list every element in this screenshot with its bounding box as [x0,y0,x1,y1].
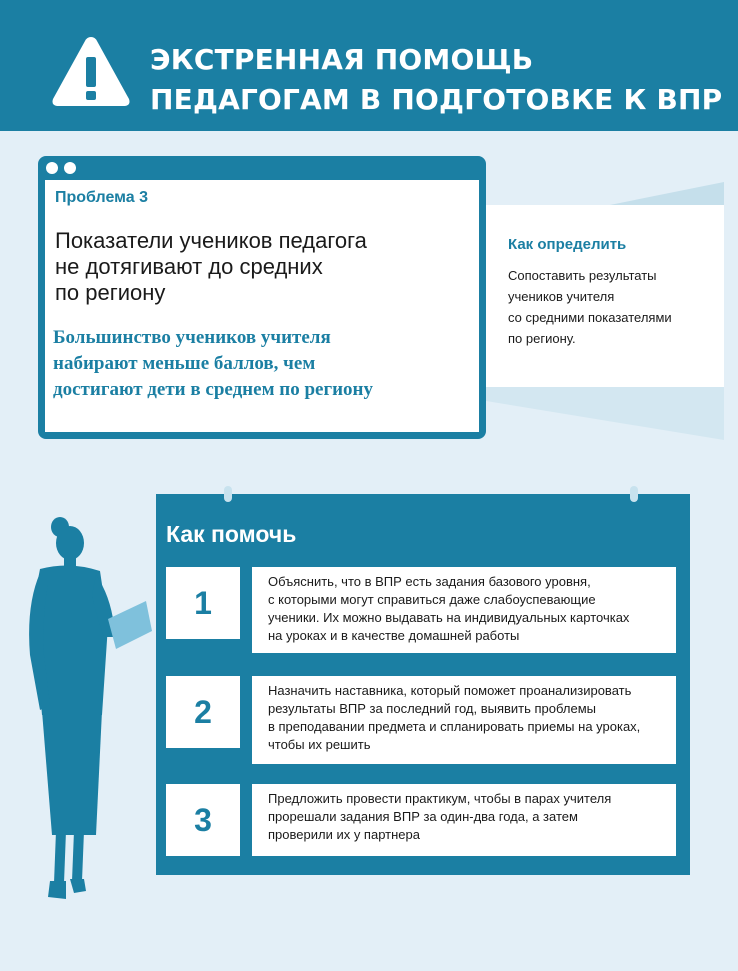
step-line: результаты ВПР за последний год, выявить проблемы [268,701,596,716]
help-board [156,494,690,875]
heading-line: Показатели учеников педагога [55,228,367,253]
board-pin [630,486,638,502]
step-line: Предложить провести практикум, чтобы в парах учителя [268,791,612,806]
teacher-silhouette [12,505,162,905]
step-line: Назначить наставника, который поможет проанализировать [268,683,632,698]
step-line: чтобы их решить [268,737,371,752]
step-number: 3 [166,784,240,856]
problem-window [38,156,486,439]
emphasis-line: достигают дети в среднем по региону [53,379,373,400]
heading-line: не дотягивают до средних [55,254,323,279]
detect-title: Как определить [508,236,627,253]
step-number: 2 [166,676,240,748]
title-line: ЭКСТРЕННАЯ ПОМОЩЬ [150,43,534,76]
heading-line: по региону [55,280,166,305]
exclamation-triangle-icon [50,33,132,109]
step-card [252,784,676,856]
detect-line: по региону. [508,331,576,346]
step-line: на уроках и в качестве домашней работы [268,628,520,643]
window-dot [46,162,58,174]
emphasis-line: Большинство учеников учителя [53,327,331,348]
title-line: ПЕДАГОГАМ В ПОДГОТОВКЕ К ВПР [150,83,723,116]
detect-line: Сопоставить результаты [508,268,657,283]
detect-card [486,205,724,387]
step-line: в преподавании предмета и спланировать приемы на уроках, [268,719,641,734]
window-dot [64,162,76,174]
page-title [150,40,722,120]
detect-line: учеников учителя [508,289,615,304]
emphasis-line: набирают меньше баллов, чем [53,353,316,374]
problem-heading [55,228,475,306]
step-card [252,676,676,764]
board-pin [224,486,232,502]
step-card [252,567,676,653]
header-banner [0,0,738,131]
problem-label: Проблема 3 [55,189,149,206]
step-line: прорешали задания ВПР за один-два года, а затем [268,809,578,824]
step-line: Объяснить, что в ВПР есть задания базового уровня, [268,574,591,589]
problem-emphasis [53,325,479,403]
step-line: ученики. Их можно выдавать на индивидуальных карточках [268,610,630,625]
step-line: проверили их у партнера [268,827,420,842]
detect-line: со средними показателями [508,310,672,325]
help-title: Как помочь [166,521,297,547]
step-line: с которыми могут справиться даже слабоуспевающие [268,592,596,607]
detect-text [508,265,718,349]
problem-content [45,180,479,432]
step-number: 1 [166,567,240,639]
